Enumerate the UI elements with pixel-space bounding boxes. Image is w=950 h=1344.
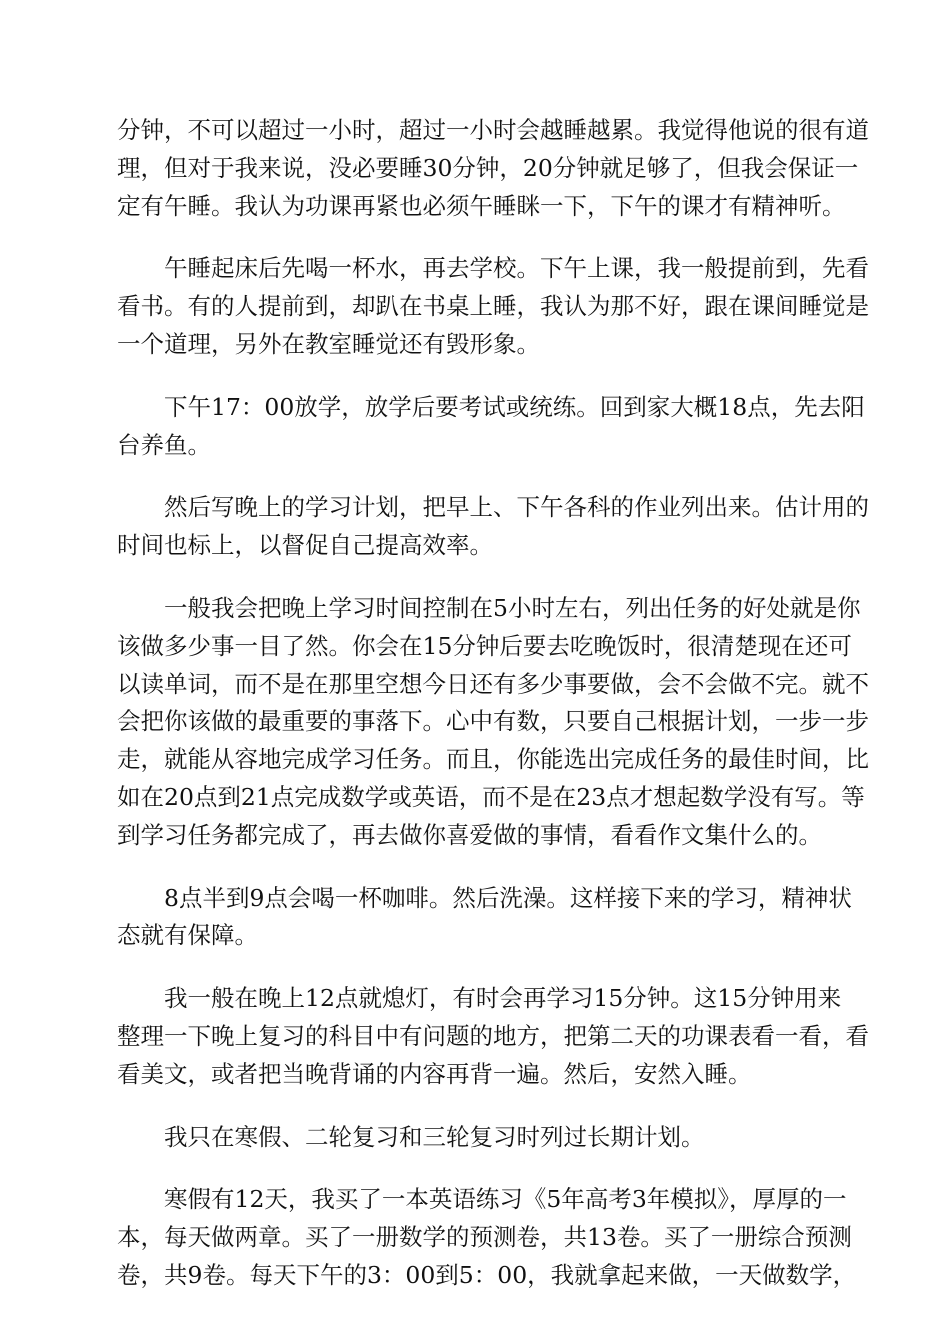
text-line: 台养鱼。 [117,430,211,459]
paragraph-6 [117,880,852,956]
paragraph-8 [117,1119,837,1157]
text-line: 下午17：00放学，放学后要考试或统练。回到家大概18点，先去阳 [164,392,865,421]
paragraph-4 [117,489,869,565]
text-line: 如在20点到21点完成数学或英语，而不是在23点才想起数学没有写。等 [117,782,865,811]
document-body [117,112,869,1320]
text-line: 我只在寒假、二轮复习和三轮复习时列过长期计划。 [164,1122,705,1151]
text-line: 寒假有12天，我买了一本英语练习《5年高考3年模拟》，厚厚的一 [164,1185,847,1214]
paragraph-9 [117,1181,857,1294]
text-line: 时间也标上，以督促自己提高效率。 [117,531,493,560]
text-line: 到学习任务都完成了，再去做你喜爱做的事情，看看作文集什么的。 [117,820,822,849]
text-line: 我一般在晚上12点就熄灯，有时会再学习15分钟。这15分钟用来 [164,984,842,1013]
text-line: 看美文，或者把当晚背诵的内容再背一遍。然后，安然入睡。 [117,1059,752,1088]
text-line: 以读单词，而不是在那里空想今日还有多少事要做，会不会做不完。就不 [117,669,869,698]
text-line: 一个道理，另外在教室睡觉还有毁形象。 [117,329,540,358]
text-line: 定有午睡。我认为功课再紧也必须午睡眯一下，下午的课才有精神听。 [117,191,846,220]
text-line: 看书。有的人提前到，却趴在书桌上睡，我认为那不好，跟在课间睡觉是 [117,292,869,321]
text-line: 分钟，不可以超过一小时，超过一小时会越睡越累。我觉得他说的很有道 [117,116,869,144]
text-line: 态就有保障。 [117,921,258,950]
paragraph-5 [117,590,869,855]
paragraph-2 [117,250,869,363]
text-line: 整理一下晚上复习的科目中有问题的地方，把第二天的功课表看一看，看 [117,1021,869,1050]
text-line: 会把你该做的最重要的事落下。心中有数，只要自己根据计划，一步一步 [117,707,869,736]
text-line: 该做多少事一目了然。你会在15分钟后要去吃晚饭时，很清楚现在还可 [117,631,852,660]
text-line: 然后写晚上的学习计划，把早上、下午各科的作业列出来。估计用的 [164,493,869,522]
paragraph-1 [117,112,869,225]
text-line: 走，就能从容地完成学习任务。而且，你能选出完成任务的最佳时间，比 [117,745,869,774]
text-line: 午睡起床后先喝一杯水，再去学校。下午上课，我一般提前到，先看 [164,254,869,283]
text-line: 卷，共9卷。每天下午的3：00到5：00，我就拿起来做，一天做数学， [117,1260,857,1289]
paragraph-7 [117,980,869,1093]
text-line: 8点半到9点会喝一杯咖啡。然后洗澡。这样接下来的学习，精神状 [164,883,852,912]
text-line: 一般我会把晚上学习时间控制在5小时左右，列出任务的好处就是你 [164,593,861,622]
text-line: 理，但对于我来说，没必要睡30分钟，20分钟就足够了，但我会保证一 [117,153,859,182]
text-line: 本，每天做两章。买了一册数学的预测卷，共13卷。买了一册综合预测 [117,1223,852,1252]
paragraph-3 [117,389,865,465]
